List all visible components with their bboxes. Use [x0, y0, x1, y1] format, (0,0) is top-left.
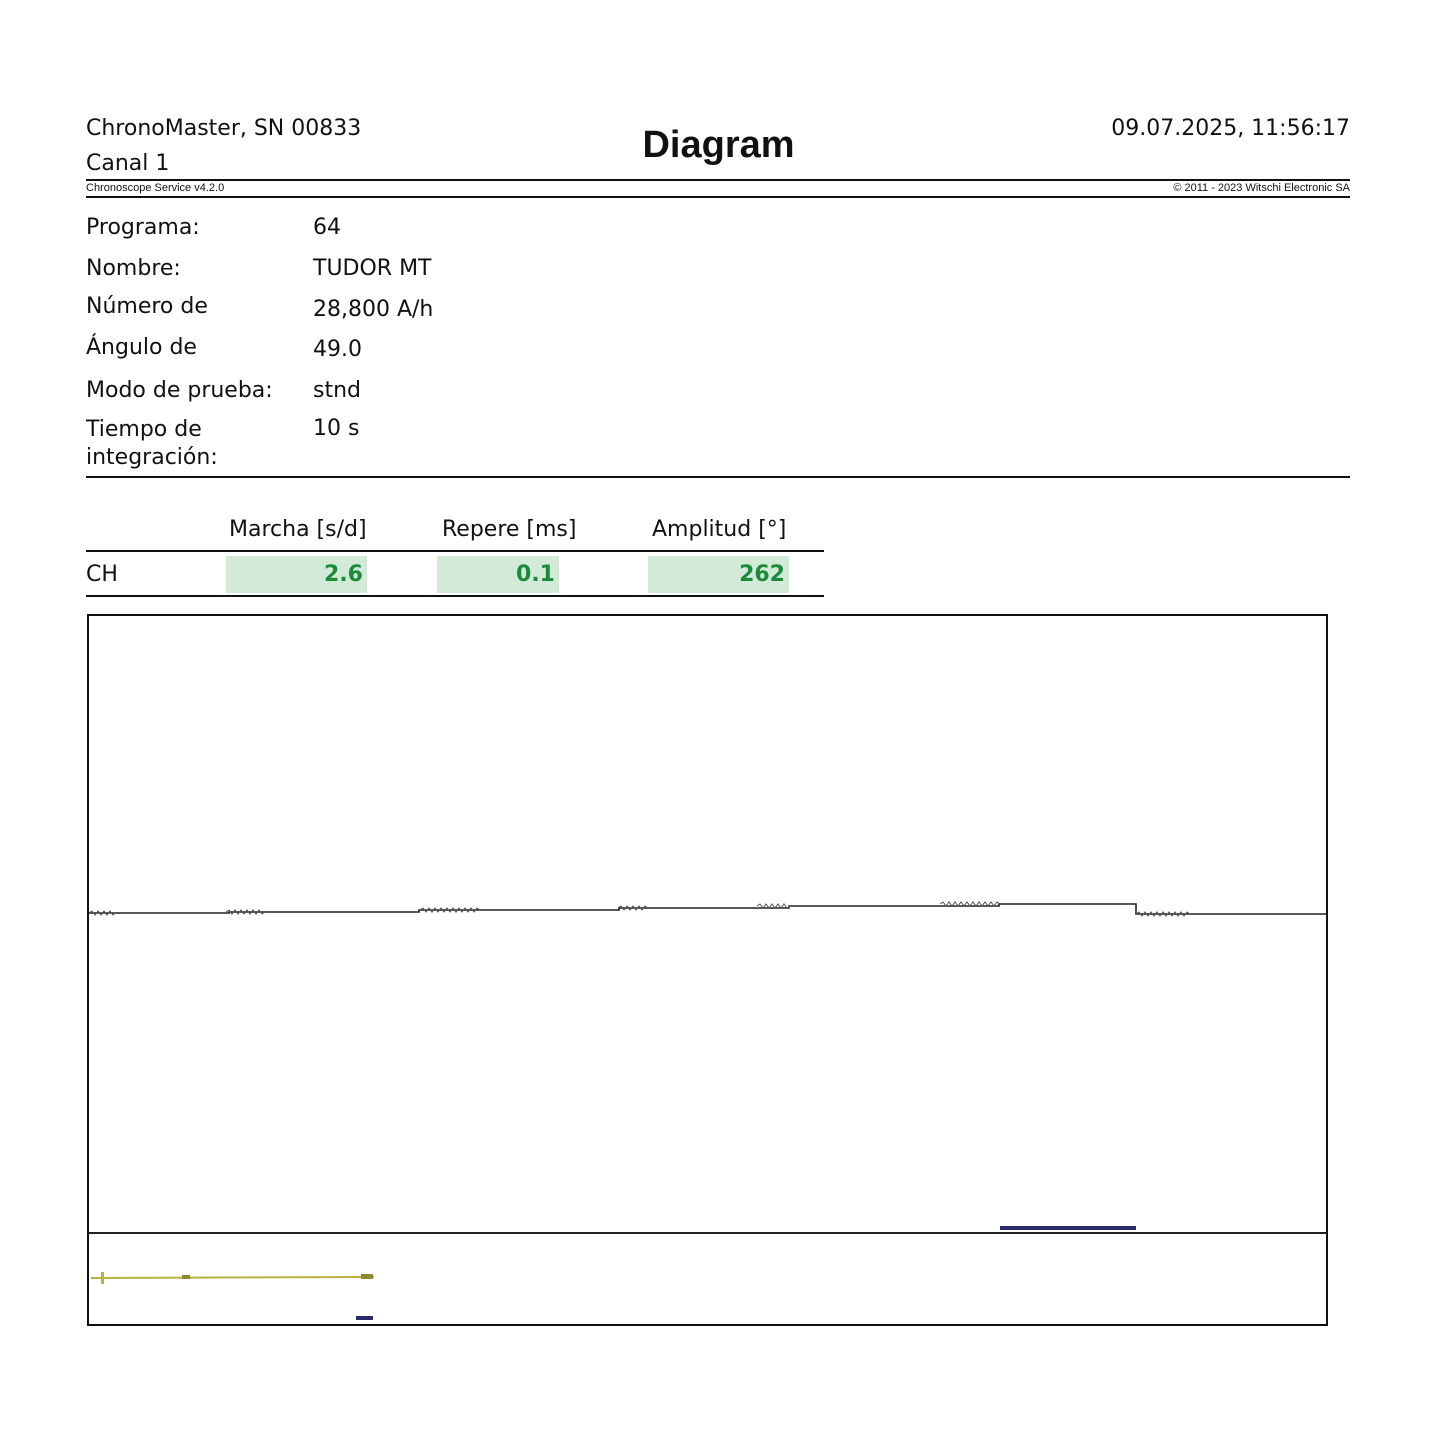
lower-trace-dot-2: [182, 1275, 190, 1279]
results-header-amplitude: Amplitud [°]: [652, 517, 787, 542]
results-rule-top: [86, 550, 824, 552]
info-label-integration-time: Tiempo de integración:: [86, 417, 218, 470]
results-rule-bottom: [86, 595, 824, 597]
lower-trace-dot-3: [361, 1274, 373, 1279]
info-label-beat-rate: Número de: [86, 294, 208, 319]
diagram-svg: [89, 616, 1326, 1324]
marker-bar-right: [1000, 1226, 1136, 1230]
software-version: Chronoscope Service v4.2.0: [86, 182, 225, 194]
info-label-lift-angle: Ángulo de: [86, 335, 197, 360]
result-amplitude-value: 262: [648, 556, 789, 593]
marker-bar-left: [356, 1316, 373, 1320]
info-label-test-mode: Modo de prueba:: [86, 378, 273, 403]
lower-trace-dot-1: [101, 1272, 104, 1284]
trace-noise-1: [89, 911, 115, 915]
header-rule-bottom: [86, 196, 1350, 198]
info-label-program: Programa:: [86, 215, 200, 240]
info-value-lift-angle: 49.0: [313, 337, 362, 362]
timing-trace: [89, 904, 1326, 914]
info-value-program: 64: [313, 215, 341, 240]
result-rate-value: 2.6: [226, 556, 367, 593]
info-value-name: TUDOR MT: [313, 256, 432, 281]
device-name: ChronoMaster, SN 00833: [86, 116, 362, 141]
info-value-test-mode: stnd: [313, 378, 361, 403]
info-value-beat-rate: 28,800 A/h: [313, 297, 434, 322]
results-row-label: CH: [86, 562, 118, 587]
info-value-integration-time: 10 s: [313, 416, 360, 441]
header-rule-top: [86, 179, 1350, 181]
diagram-area: [87, 614, 1328, 1326]
page-title: Diagram: [642, 124, 795, 166]
info-rule: [86, 476, 1350, 478]
lower-trace: [91, 1277, 374, 1278]
copyright: © 2011 - 2023 Witschi Electronic SA: [1173, 182, 1350, 194]
result-beat-error-value: 0.1: [437, 556, 559, 593]
results-header-beat-error: Repere [ms]: [442, 517, 577, 542]
info-label-name: Nombre:: [86, 256, 181, 281]
channel-label: Canal 1: [86, 151, 170, 176]
date-time: 09.07.2025, 11:56:17: [1111, 116, 1350, 141]
results-header-rate: Marcha [s/d]: [229, 517, 367, 542]
